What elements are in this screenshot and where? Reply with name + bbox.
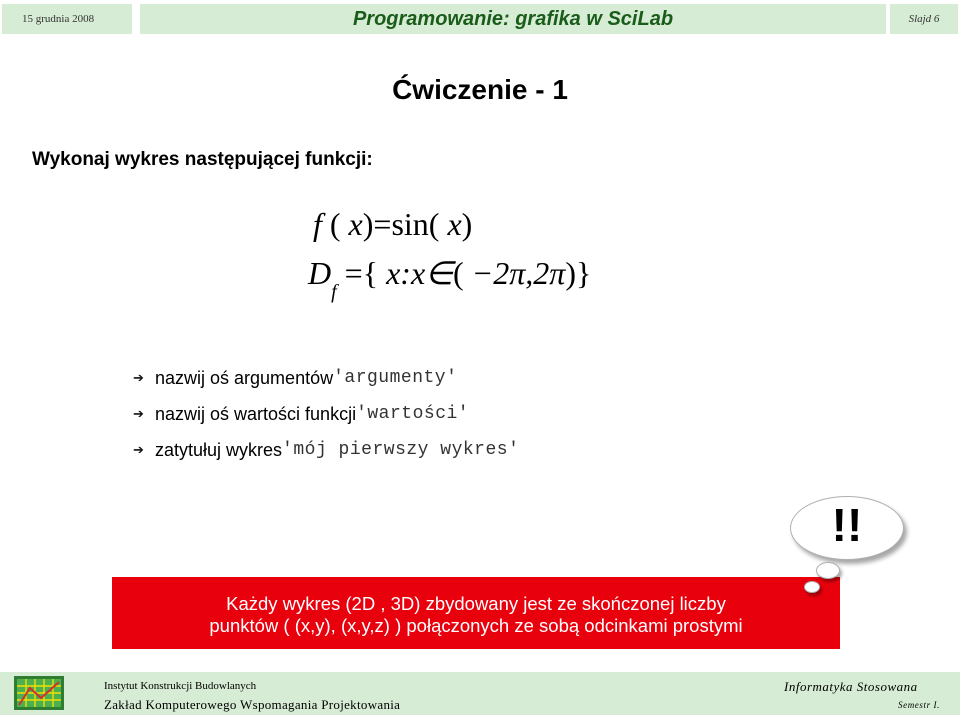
task-code: 'argumenty' xyxy=(333,368,458,388)
grid-logo-icon xyxy=(14,676,64,710)
callout-line-1: Każdy wykres (2D , 3D) zbydowany jest ze skończonej liczby xyxy=(226,593,726,614)
task-text: nazwij oś argumentów xyxy=(155,367,334,388)
header-date: 15 grudnia 2008 xyxy=(2,4,132,34)
domain-set: x:x∈ xyxy=(386,255,454,291)
arrow-bullet-icon: ➔ xyxy=(133,442,144,457)
task-text: zatytułuj wykres xyxy=(155,439,283,460)
function-name: f xyxy=(313,206,322,242)
task-code: 'wartości' xyxy=(356,404,470,424)
footer-semester: Semestr I. xyxy=(898,700,940,710)
arrow-bullet-icon: ➔ xyxy=(133,406,144,421)
exercise-title: Ćwiczenie - 1 xyxy=(392,74,568,105)
function-body: =sin xyxy=(373,206,429,242)
info-callout xyxy=(112,577,840,649)
footer-department: Zakład Komputerowego Wspomagania Projektowania xyxy=(104,697,401,712)
header-title: Programowanie: grafika w SciLab xyxy=(140,4,886,34)
domain-subscript: f xyxy=(331,281,337,303)
thought-cloud: !! xyxy=(790,496,904,560)
domain-range: −2π,2π xyxy=(471,255,566,291)
function-argument: x xyxy=(447,206,462,242)
function-variable: x xyxy=(348,206,363,242)
thought-bubble xyxy=(804,581,820,593)
function-formula: f ( x)=sin( x) xyxy=(313,206,473,242)
footer-course: Informatyka Stosowana xyxy=(784,679,918,694)
footer-institute: Instytut Konstrukcji Budowlanych xyxy=(104,680,257,692)
task-code: 'mój pierwszy wykres' xyxy=(282,440,520,460)
thought-bubble xyxy=(816,562,840,579)
task-list xyxy=(133,360,519,468)
task-text: nazwij oś wartości funkcji xyxy=(155,403,357,424)
domain-formula: $D_f$ ={ x:x∈( −2π,2π)} xyxy=(308,255,592,303)
slide-number: Slajd 6 xyxy=(890,4,958,34)
domain-equals: = xyxy=(344,255,363,291)
task-item xyxy=(133,360,519,396)
arrow-bullet-icon: ➔ xyxy=(133,370,144,385)
domain-symbol: D xyxy=(308,255,332,291)
intro-text: Wykonaj wykres następującej funkcji: xyxy=(32,149,373,170)
callout-line-2: punktów ( (x,y), (x,y,z) ) połączonych ze sobą odcinkami prostymi xyxy=(209,615,743,636)
task-item xyxy=(133,396,519,432)
task-item xyxy=(133,432,519,468)
